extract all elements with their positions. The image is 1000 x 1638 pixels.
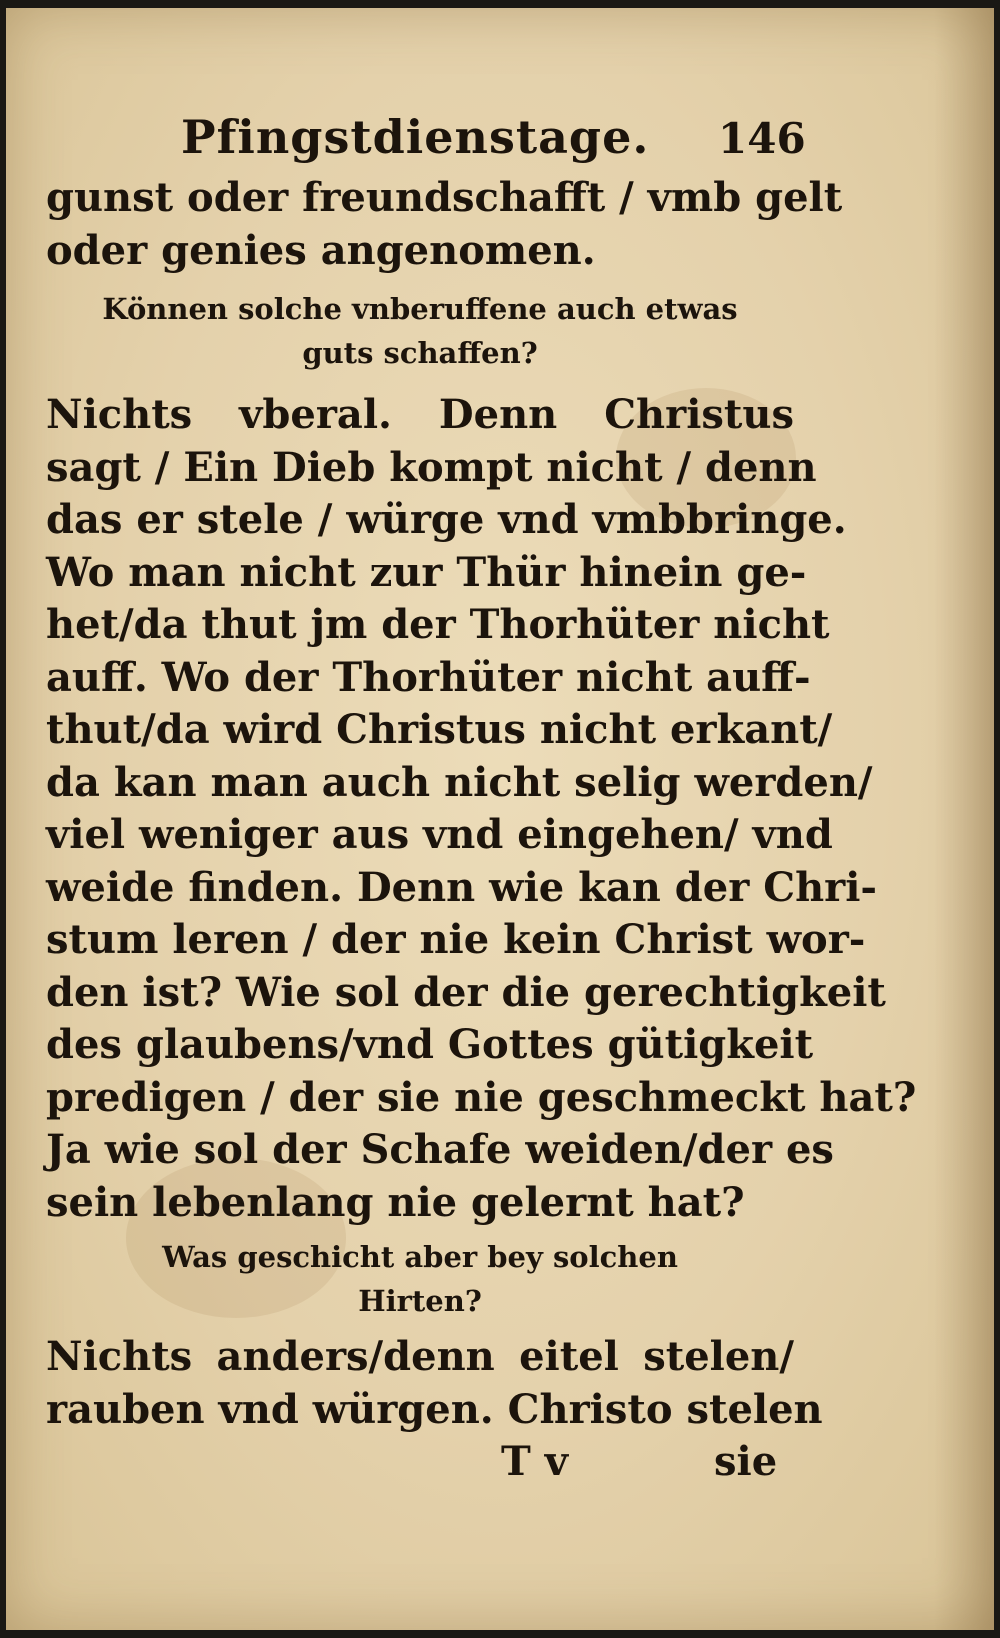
text-line: auff. Wo der Thorhüter nicht auff- <box>46 653 811 701</box>
text-line: oder genies angenomen. <box>46 226 596 274</box>
text-line: Nichts anders/denn eitel stelen/ <box>46 1333 794 1380</box>
text-line: sagt / Ein Dieb kompt nicht / denn <box>46 443 817 491</box>
text-line: den ist? Wie sol der die gerechtigkeit <box>46 968 886 1016</box>
paragraph-2 <box>46 389 917 1229</box>
text-block <box>46 100 917 1496</box>
text-line: het/da thut jm der Thorhüter nicht <box>46 601 830 648</box>
text-line: stum leren / der nie kein Christ wor- <box>46 916 866 963</box>
text-line: da kan man auch nicht selig werden/ <box>46 758 873 806</box>
paragraph-1 <box>46 172 843 277</box>
text-line: das er stele / würge vnd vmbbringe. <box>46 496 847 543</box>
page-number: 146 <box>718 114 806 163</box>
running-head <box>46 100 806 172</box>
text-line: weide finden. Denn wie kan der Chri- <box>46 863 878 911</box>
question-heading-2 <box>46 1229 806 1331</box>
paragraph-3 <box>46 1331 823 1436</box>
text-line: Wo man nicht zur Thür hinein ge- <box>46 548 807 596</box>
question-line: Hirten? <box>358 1284 482 1318</box>
running-head-title: Pfingstdienstage. <box>181 110 650 164</box>
text-line: rauben vnd würgen. Christo stelen <box>46 1385 823 1433</box>
text-line: gunst oder freundschafft / vmb gelt <box>46 174 843 221</box>
catchword: sie <box>714 1438 778 1485</box>
question-heading-1 <box>46 277 806 389</box>
question-line: guts schaffen? <box>302 336 538 370</box>
page-footer <box>46 1436 806 1496</box>
text-line: des glaubens/vnd Gottes gütigkeit <box>46 1021 814 1068</box>
text-line: thut/da wird Christus nicht erkant/ <box>46 706 833 753</box>
book-page <box>6 8 994 1630</box>
text-line: predigen / der sie nie geschmeckt hat? <box>46 1073 917 1121</box>
question-line: Können solche vnberuffene auch etwas <box>102 292 738 326</box>
text-line: sein lebenlang nie gelernt hat? <box>46 1178 745 1226</box>
text-line: Ja wie sol der Schafe weiden/der es <box>46 1126 834 1173</box>
text-line: viel weniger aus vnd eingehen/ vnd <box>46 811 833 858</box>
text-line: Nichts vberal. Denn Christus <box>46 391 794 438</box>
signature-mark: T v <box>501 1438 568 1485</box>
question-line: Was geschicht aber bey solchen <box>162 1240 678 1274</box>
